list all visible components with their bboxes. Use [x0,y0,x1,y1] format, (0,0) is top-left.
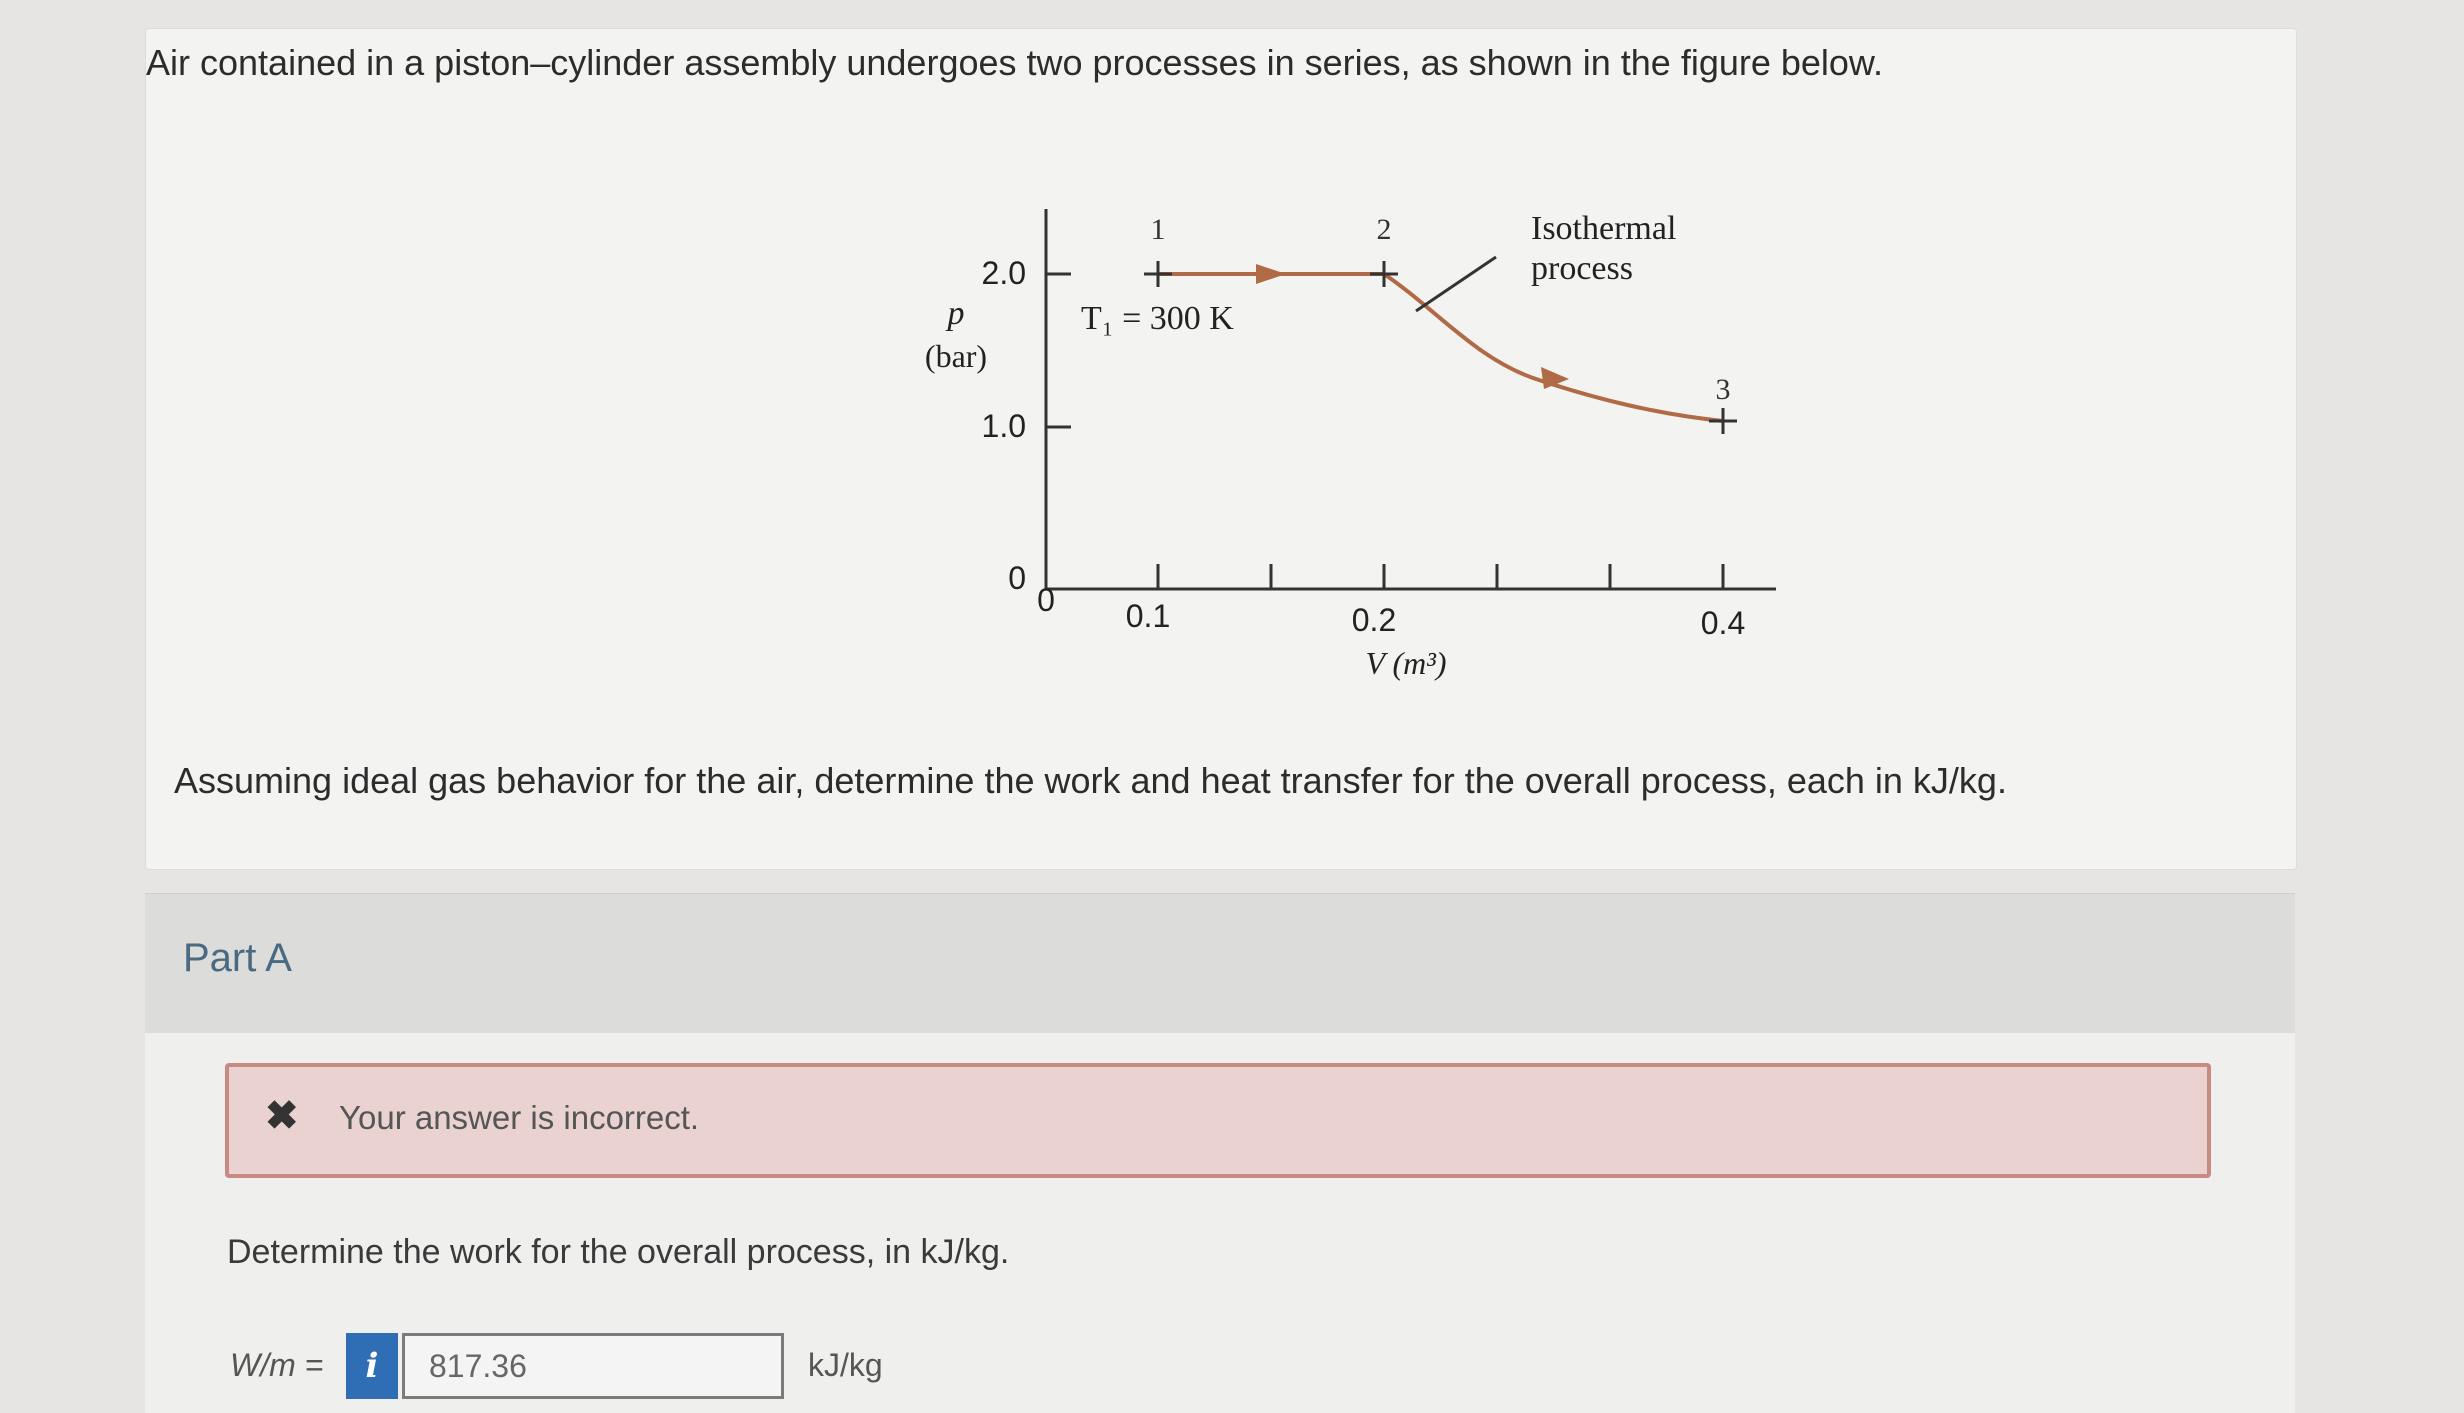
incorrect-x-icon: ✖ [265,1094,299,1138]
y-tick-label-2: 2.0 [981,255,1026,291]
state-3-marker [1709,408,1737,434]
x-tick-label-02: 0.2 [1351,602,1397,638]
answer-input[interactable] [402,1333,784,1399]
pv-diagram-svg [916,199,1816,699]
answer-unit: kJ/kg [808,1347,883,1383]
answer-row [230,1333,1130,1403]
x-tick-label-04: 0.4 [1700,605,1746,641]
state-3-label: 3 [1715,373,1731,406]
y-axis-symbol: p [947,295,965,332]
annotation-leader-line [1416,257,1496,311]
answer-label: W/m = [230,1347,324,1383]
problem-intro: Air contained in a piston–cylinder assembly undergoes two processes in series, as shown in the figure below. [146,42,1883,83]
feedback-banner [225,1063,2211,1178]
process-2-3-curve [1384,274,1723,421]
y-tick-label-1: 1.0 [981,408,1026,444]
x-tick-label-01: 0.1 [1125,598,1171,634]
problem-card [145,28,2297,870]
state-2-label: 2 [1376,213,1392,246]
part-a-header[interactable] [145,893,2295,1034]
pv-diagram-figure [916,199,1816,699]
annotation-isothermal: Isothermal [1531,210,1677,247]
info-icon-button[interactable]: i [346,1333,398,1399]
problem-question: Assuming ideal gas behavior for the air, determine the work and heat transfer for the overall process, each in kJ/kg. [174,760,2007,801]
y-axis-unit: (bar) [924,338,988,374]
annotation-process: process [1531,250,1633,287]
feedback-text: Your answer is incorrect. [339,1099,700,1136]
x-axis-label: V (m³) [1365,645,1447,681]
state-1-marker [1144,261,1172,287]
x-tick-label-0: 0 [1037,582,1055,618]
part-title: Part A [183,936,292,980]
state-1-label: 1 [1150,213,1166,246]
part-a-body [145,1033,2295,1413]
temperature-label: T₁ = 300 K [1081,300,1234,337]
y-tick-label-0: 0 [1008,560,1026,596]
process-1-2-arrow [1256,264,1286,284]
part-question: Determine the work for the overall process, in kJ/kg. [227,1233,1010,1271]
